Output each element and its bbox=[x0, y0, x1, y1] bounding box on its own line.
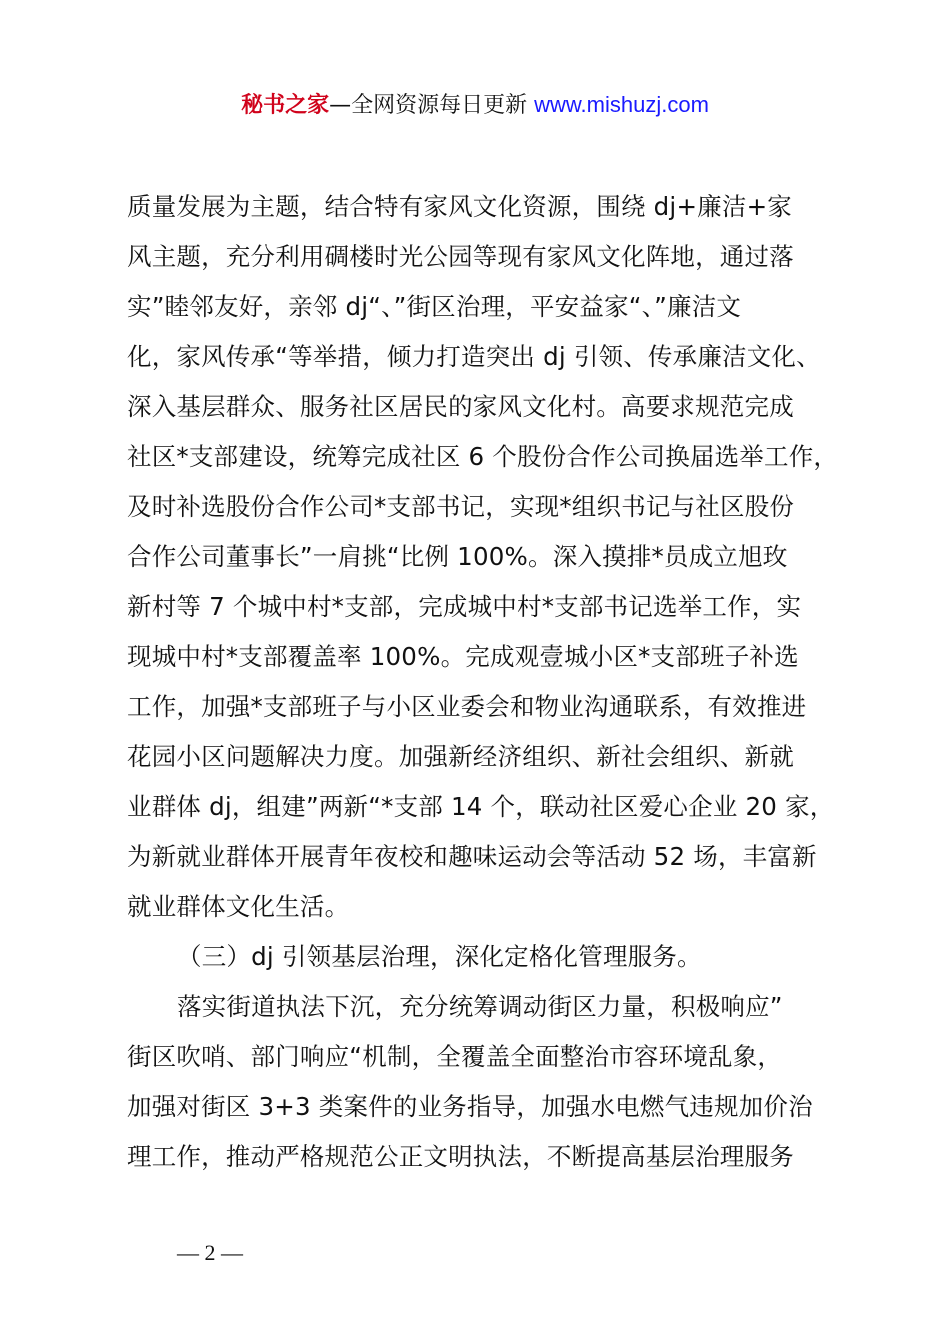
body-line: 化，家风传承“等举措，倾力打造突出 dj 引领、传承廉洁文化、 bbox=[127, 342, 821, 371]
body-line: 业群体 dj，组建”两新“*支部 14 个，联动社区爱心企业 20 家， bbox=[127, 792, 835, 821]
document-body bbox=[127, 182, 847, 1182]
body-line: 实”睦邻友好，亲邻 dj“、”街区治理，平安益家“、”廉洁文 bbox=[127, 292, 742, 321]
paragraph-line: 加强对街区 3+3 类案件的业务指导，加强水电燃气违规加价治 bbox=[127, 1092, 813, 1121]
page-number: — 2 — bbox=[177, 1240, 243, 1265]
body-line: 现城中村*支部覆盖率 100%。完成观壹城小区*支部班子补选 bbox=[127, 642, 799, 671]
paragraph-line: 街区吹哨、部门响应“机制，全覆盖全面整治市容环境乱象， bbox=[127, 1042, 783, 1071]
site-header bbox=[0, 88, 950, 123]
body-line: 合作公司董事长”一肩挑“比例 100%。深入摸排*员成立旭玫 bbox=[127, 542, 788, 571]
body-line: 新村等 7 个城中村*支部，完成城中村*支部书记选举工作，实 bbox=[127, 592, 802, 621]
body-line: 为新就业群体开展青年夜校和趣味运动会等活动 52 场，丰富新 bbox=[127, 842, 817, 871]
body-line: 工作，加强*支部班子与小区业委会和物业沟通联系，有效推进 bbox=[127, 692, 807, 721]
body-line: 社区*支部建设，统筹完成社区 6 个股份合作公司换届选举工作， bbox=[127, 442, 839, 471]
site-url-link[interactable]: www.mishuzj.com bbox=[534, 92, 709, 117]
body-line: 就业群体文化生活。 bbox=[127, 892, 350, 921]
section-heading: （三）dj 引领基层治理，深化定格化管理服务。 bbox=[177, 942, 702, 971]
body-line: 深入基层群众、服务社区居民的家风文化村。高要求规范完成 bbox=[127, 392, 794, 421]
paragraph-line: 理工作，推动严格规范公正文明执法，不断提高基层治理服务 bbox=[127, 1142, 794, 1171]
site-tagline: —全网资源每日更新 bbox=[329, 93, 528, 118]
site-brand: 秘书之家 bbox=[241, 93, 330, 118]
body-line: 风主题，充分利用碉楼时光公园等现有家风文化阵地，通过落 bbox=[127, 242, 794, 271]
body-line: 及时补选股份合作公司*支部书记，实现*组织书记与社区股份 bbox=[127, 492, 795, 521]
body-line: 花园小区问题解决力度。加强新经济组织、新社会组织、新就 bbox=[127, 742, 794, 771]
paragraph-line: 落实街道执法下沉，充分统筹调动街区力量，积极响应” bbox=[177, 992, 783, 1021]
body-line: 质量发展为主题，结合特有家风文化资源，围绕 dj+廉洁+家 bbox=[127, 192, 793, 221]
